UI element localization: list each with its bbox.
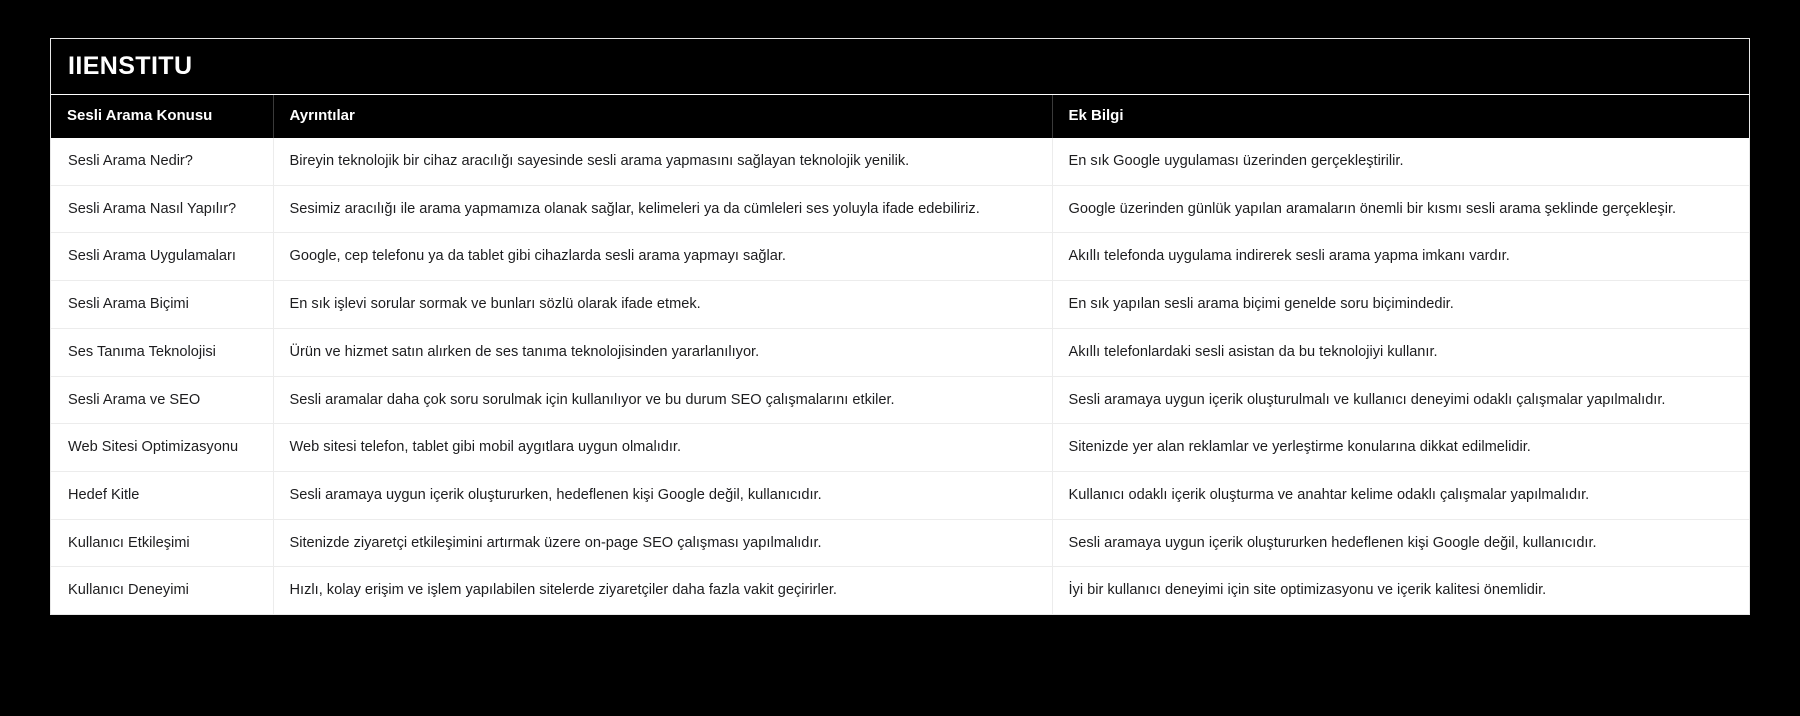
cell-extra: Google üzerinden günlük yapılan aramaların önemli bir kısmı sesli arama şeklinde gerçekleşir.: [1052, 185, 1749, 233]
cell-extra: En sık Google uygulaması üzerinden gerçekleştirilir.: [1068, 153, 1404, 169]
cell-topic: Sesli Arama Nedir?: [51, 138, 273, 185]
cell-detail: Ürün ve hizmet satın alırken de ses tanıma teknolojisinden yararlanılıyor.: [273, 328, 1052, 376]
cell-topic: Sesli Arama Biçimi: [51, 281, 273, 329]
cell-detail: Sesli aramalar daha çok soru sorulmak için kullanılıyor ve bu durum SEO çalışmalarını etkiler.: [273, 376, 1052, 424]
column-header-extra: Ek Bilgi: [1052, 95, 1749, 138]
cell-topic: Sesli Arama Uygulamaları: [51, 233, 273, 281]
cell-extra: Akıllı telefonda uygulama indirerek sesli arama yapma imkanı vardır.: [1052, 233, 1749, 281]
table-row: [51, 138, 1749, 185]
table-row: [51, 281, 1749, 329]
cell-topic: Ses Tanıma Teknolojisi: [51, 328, 273, 376]
table-header-row: [51, 95, 1749, 138]
cell-extra: İyi bir kullanıcı deneyimi için site optimizasyonu ve içerik kalitesi önemlidir.: [1052, 567, 1749, 614]
cell-detail: En sık işlevi sorular sormak ve bunları sözlü olarak ifade etmek.: [273, 281, 1052, 329]
voice-search-table: [51, 95, 1749, 614]
table-row: [51, 328, 1749, 376]
cell-extra: Sesli aramaya uygun içerik oluştururken hedeflenen kişi Google değil, kullanıcıdır.: [1052, 519, 1749, 567]
cell-topic: Kullanıcı Etkileşimi: [51, 519, 273, 567]
cell-detail: Sesimiz aracılığı ile arama yapmamıza olanak sağlar, kelimeleri ya da cümleleri ses yoluyla ifade edebiliriz.: [273, 185, 1052, 233]
table-row: [51, 567, 1749, 614]
cell-topic: Kullanıcı Deneyimi: [51, 567, 273, 614]
cell-detail: Google, cep telefonu ya da tablet gibi cihazlarda sesli arama yapmayı sağlar.: [273, 233, 1052, 281]
cell-extra: En sık yapılan sesli arama biçimi genelde soru biçimindedir.: [1052, 281, 1749, 329]
cell-topic: Hedef Kitle: [51, 472, 273, 520]
table-row: [51, 519, 1749, 567]
table-body: [51, 138, 1749, 614]
brand-header: [51, 39, 1749, 95]
cell-detail: Web sitesi telefon, tablet gibi mobil aygıtlara uygun olmalıdır.: [273, 424, 1052, 472]
table-row: [51, 185, 1749, 233]
cell-extra: Akıllı telefonlardaki sesli asistan da bu teknolojiyi kullanır.: [1052, 328, 1749, 376]
table-row: [51, 472, 1749, 520]
table-row: [51, 424, 1749, 472]
cell-extra: Sitenizde yer alan reklamlar ve yerleştirme konularına dikkat edilmelidir.: [1052, 424, 1749, 472]
cell-detail: Sitenizde ziyaretçi etkileşimini artırmak üzere on-page SEO çalışması yapılmalıdır.: [273, 519, 1052, 567]
column-header-topic: Sesli Arama Konusu: [51, 95, 273, 138]
brand-logo-text: IIENSTITU: [68, 52, 193, 80]
cell-topic: Web Sitesi Optimizasyonu: [51, 424, 273, 472]
cell-detail: Hızlı, kolay erişim ve işlem yapılabilen sitelerde ziyaretçiler daha fazla vakit geçirirler.: [273, 567, 1052, 614]
infographic-table-card: [50, 38, 1750, 615]
table-row: [51, 376, 1749, 424]
cell-detail: Sesli aramaya uygun içerik oluştururken, hedeflenen kişi Google değil, kullanıcıdır.: [273, 472, 1052, 520]
cell-detail: Bireyin teknolojik bir cihaz aracılığı sayesinde sesli arama yapmasını sağlayan teknolojik yenilik.: [273, 138, 1052, 185]
cell-extra: Sesli aramaya uygun içerik oluşturulmalı ve kullanıcı deneyimi odaklı çalışmalar yapılmalıdır.: [1052, 376, 1749, 424]
table-head: [51, 95, 1749, 138]
cell-extra: Kullanıcı odaklı içerik oluşturma ve anahtar kelime odaklı çalışmalar yapılmalıdır.: [1052, 472, 1749, 520]
column-header-detail: Ayrıntılar: [273, 95, 1052, 138]
cell-topic: Sesli Arama ve SEO: [51, 376, 273, 424]
table-row: [51, 233, 1749, 281]
cell-topic: Sesli Arama Nasıl Yapılır?: [51, 185, 273, 233]
